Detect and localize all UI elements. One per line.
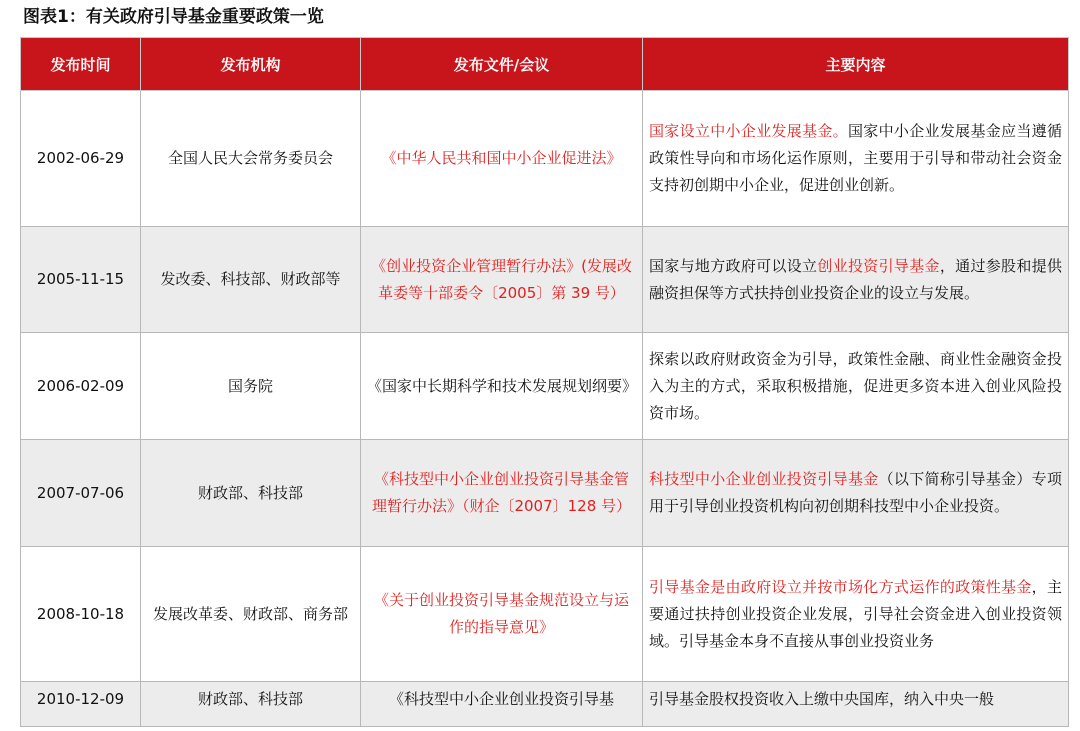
table-row [21, 227, 1069, 333]
content-text: ，通过参股和提供融资担保等方式扶持创业投资企业的设立与发展。 [649, 256, 1062, 302]
table-row [21, 440, 1069, 547]
cell-doc: 《国家中长期科学和技术发展规划纲要》 [361, 333, 643, 440]
cell-date: 2010-12-09 [21, 682, 141, 727]
content-text: 国家中小企业发展基金应当遵循政策性导向和市场化运作原则，主要用于引导和带动社会资金支持初创期中小企业，促进创业创新。 [649, 122, 1062, 194]
cell-date: 2005-11-15 [21, 227, 141, 333]
cell-content: 探索以政府财政资金为引导，政策性金融、商业性金融资金投入为主的方式，采取积极措施，促进更多资本进入创业风险投资市场。 [643, 333, 1069, 440]
cell-doc: 《关于创业投资引导基金规范设立与运作的指导意见》 [361, 547, 643, 682]
content-highlight: 创业投资引导基金 [817, 256, 940, 275]
header-date: 发布时间 [21, 38, 141, 91]
content-text: 国家与地方政府可以设立 [649, 256, 818, 275]
cell-content [643, 227, 1069, 333]
cell-content [643, 547, 1069, 682]
cell-org: 发展改革委、财政部、商务部 [141, 547, 361, 682]
cell-org: 全国人民大会常务委员会 [141, 91, 361, 227]
header-org: 发布机构 [141, 38, 361, 91]
header-content: 主要内容 [643, 38, 1069, 91]
cell-org: 发改委、科技部、财政部等 [141, 227, 361, 333]
cell-org: 财政部、科技部 [141, 682, 361, 727]
table-row [21, 333, 1069, 440]
cell-date: 2008-10-18 [21, 547, 141, 682]
cell-org: 国务院 [141, 333, 361, 440]
content-text: （以下简称引导基金）专项用于引导创业投资机构向初创期科技型中小企业投资。 [649, 470, 1062, 515]
cell-doc: 《创业投资企业管理暂行办法》(发展改革委等十部委令〔2005〕第 39 号） [361, 227, 643, 333]
cell-content [643, 91, 1069, 227]
cell-content [643, 440, 1069, 547]
cell-org: 财政部、科技部 [141, 440, 361, 547]
cell-doc: 《中华人民共和国中小企业促进法》 [361, 91, 643, 227]
content-text: ，主要通过扶持创业投资企业发展，引导社会资金进入创业投资领域。引导基金本身不直接从事创业投资业务 [649, 577, 1062, 650]
content-highlight: 国家设立中小企业发展基金。 [649, 122, 848, 140]
cell-doc: 《科技型中小企业创业投资引导基 [361, 682, 643, 727]
table-row [21, 682, 1069, 727]
content-highlight: 科技型中小企业创业投资引导基金 [649, 470, 879, 488]
cell-doc: 《科技型中小企业创业投资引导基金管理暂行办法》（财企〔2007〕128 号） [361, 440, 643, 547]
figure-title: 图表1：有关政府引导基金重要政策一览 [23, 7, 324, 27]
cell-date: 2002-06-29 [21, 91, 141, 227]
cell-content: 引导基金股权投资收入上缴中央国库，纳入中央一般 [643, 682, 1069, 727]
policy-table [20, 37, 1069, 727]
cell-date: 2007-07-06 [21, 440, 141, 547]
table-row [21, 91, 1069, 227]
header-doc: 发布文件/会议 [361, 38, 643, 91]
table-row [21, 547, 1069, 682]
table-header-row [21, 38, 1069, 91]
cell-date: 2006-02-09 [21, 333, 141, 440]
content-highlight: 引导基金是由政府设立并按市场化方式运作的政策性基金 [649, 577, 1032, 596]
